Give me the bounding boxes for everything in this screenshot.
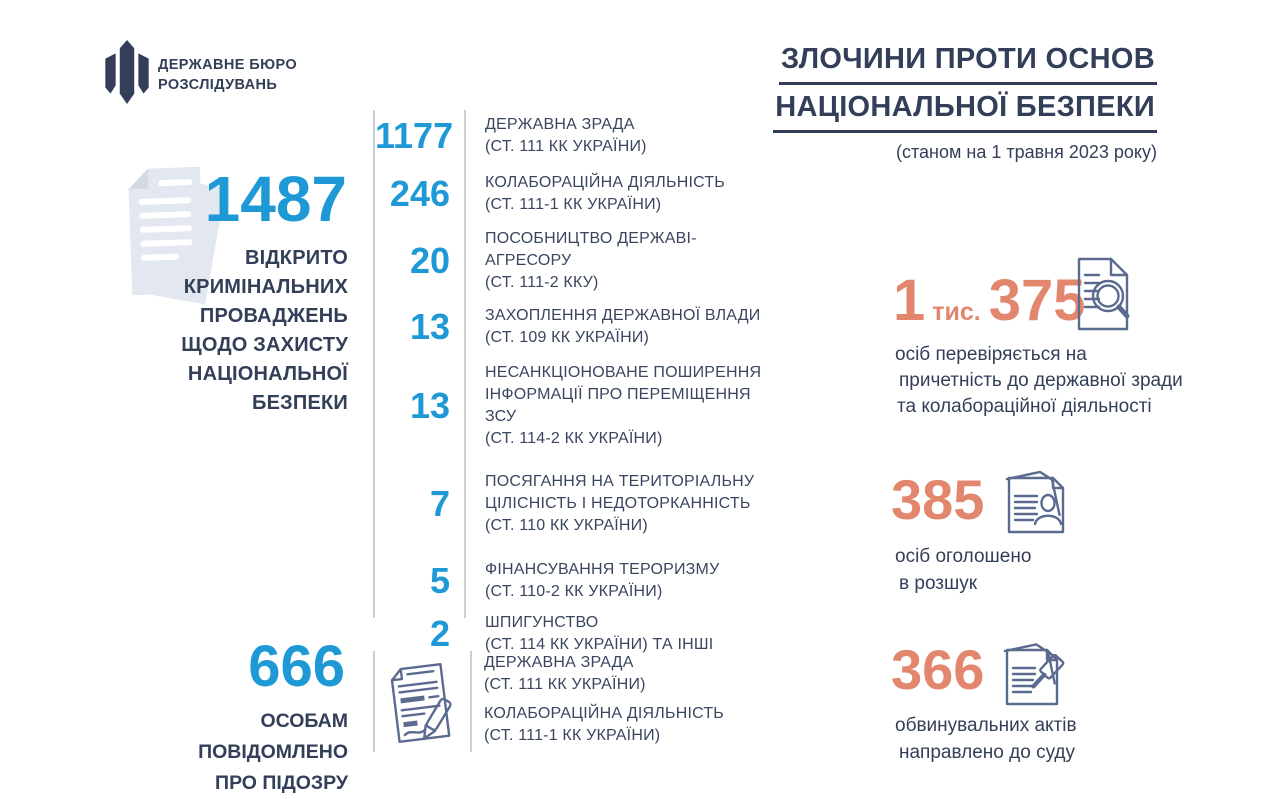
case-label-line: (СТ. 110 КК УКРАЇНИ)	[485, 517, 648, 534]
label-line: НАЦІОНАЛЬНОЇ	[187, 363, 348, 385]
document-gavel-icon	[997, 628, 1071, 711]
case-label-line: (СТ. 114 КК УКРАЇНИ) ТА ІНШІ	[485, 636, 714, 653]
case-label-line: НЕСАНКЦІОНОВАНЕ ПОШИРЕННЯ	[485, 364, 762, 381]
case-label-line: (СТ. 111 КК УКРАЇНИ)	[485, 138, 647, 155]
case-row-aiding-aggressor	[375, 228, 773, 294]
case-row-terrorism-financing	[375, 559, 773, 603]
case-value: 246	[389, 173, 450, 214]
label-line: ПРО ПІДОЗРУ	[215, 772, 348, 794]
case-value: 7	[429, 483, 450, 524]
brand-name-line2: РОЗСЛІДУВАНЬ	[158, 76, 278, 93]
desc-line: та колабораційної діяльності	[897, 396, 1152, 417]
case-label	[464, 471, 754, 537]
case-label	[464, 114, 647, 158]
trident-bars-icon	[103, 40, 151, 104]
case-label-line: КОЛАБОРАЦІЙНА ДІЯЛЬНІСТЬ	[485, 174, 726, 191]
case-value: 5	[429, 560, 450, 601]
case-label	[464, 305, 760, 349]
case-value: 1177	[375, 115, 454, 156]
total-proceedings-label	[113, 244, 348, 418]
case-label-line: ІНФОРМАЦІЇ ПРО ПЕРЕМІЩЕННЯ ЗСУ	[485, 386, 751, 425]
brand-logo	[103, 40, 151, 104]
label-line: ПРОВАДЖЕНЬ	[199, 305, 348, 327]
article-line: КОЛАБОРАЦІЙНА ДІЯЛЬНІСТЬ	[484, 705, 725, 722]
desc-line: осіб перевіряється на	[895, 344, 1087, 365]
documents-person-icon	[997, 456, 1075, 539]
article-line: (СТ. 111 КК УКРАЇНИ)	[484, 676, 646, 693]
case-row-treason	[375, 114, 773, 158]
suspicion-label	[113, 706, 348, 799]
label-line: ЩОДО ЗАХИСТУ	[181, 334, 348, 356]
case-label-line: ПОСОБНИЦТВО ДЕРЖАВІ-АГРЕСОРУ	[485, 230, 697, 269]
page-title-line2: НАЦІОНАЛЬНОЇ БЕЗПЕКИ	[773, 91, 1157, 133]
checked-prefix: 1	[893, 268, 926, 333]
label-line: ОСОБАМ ПОВІДОМЛЕНО	[198, 710, 348, 763]
brand-name	[158, 56, 297, 95]
divider	[470, 651, 472, 752]
brand-name-line1: ДЕРЖАВНЕ БЮРО	[158, 57, 298, 73]
page-title-line1: ЗЛОЧИНИ ПРОТИ ОСНОВ	[779, 43, 1157, 85]
suspicion-value: 666	[248, 634, 345, 699]
case-row-collaboration	[375, 172, 773, 216]
case-label-line: (СТ. 110-2 КК УКРАЇНИ)	[485, 583, 663, 600]
article-line: (СТ. 111-1 КК УКРАЇНИ)	[484, 727, 661, 744]
case-value: 13	[409, 306, 450, 347]
case-label-line: ЦІЛІСНІСТЬ І НЕДОТОРКАННІСТЬ	[485, 495, 751, 512]
indicted-value: 366	[891, 638, 985, 701]
case-label-line: (СТ. 111-2 ККУ)	[485, 274, 599, 291]
page-title	[773, 43, 1157, 163]
desc-line: обвинувальних актів	[895, 715, 1077, 736]
case-row-seizure-of-power	[375, 305, 773, 349]
label-line: КРИМІНАЛЬНИХ	[183, 276, 348, 298]
cases-breakdown-list	[373, 110, 773, 654]
case-label-line: (СТ. 111-1 КК УКРАЇНИ)	[485, 196, 662, 213]
case-row-unauthorized-info	[375, 362, 773, 450]
case-label	[464, 559, 719, 603]
suspicion-articles-list	[484, 652, 724, 754]
case-label-line: ЗАХОПЛЕННЯ ДЕРЖАВНОЇ ВЛАДИ	[485, 307, 761, 324]
case-value: 13	[409, 385, 450, 426]
total-proceedings-value: 1487	[204, 163, 347, 235]
case-label	[464, 362, 773, 450]
indicted-description	[895, 712, 1077, 766]
checked-unit: тис.	[932, 298, 981, 326]
checked-value	[893, 268, 1086, 333]
case-label	[464, 228, 773, 294]
document-signature-icon	[381, 657, 459, 754]
case-label-line: (СТ. 109 КК УКРАЇНИ)	[485, 329, 650, 346]
document-magnifier-icon	[1071, 256, 1133, 337]
case-row-espionage	[375, 612, 773, 656]
label-line: БЕЗПЕКИ	[252, 392, 348, 414]
case-label-line: ФІНАНСУВАННЯ ТЕРОРИЗМУ	[485, 561, 720, 578]
case-row-territorial-integrity	[375, 471, 773, 537]
case-label	[464, 172, 725, 216]
case-label	[464, 612, 713, 656]
case-value: 20	[409, 240, 450, 281]
case-value: 2	[429, 613, 450, 654]
case-label-line: ШПИГУНСТВО	[485, 614, 599, 631]
case-label-line: (СТ. 114-2 КК УКРАЇНИ)	[485, 430, 663, 447]
case-label-line: ДЕРЖАВНА ЗРАДА	[485, 116, 635, 133]
divider	[373, 651, 375, 752]
desc-line: в розшук	[899, 573, 978, 594]
label-line: ВІДКРИТО	[244, 247, 348, 269]
article-line: ДЕРЖАВНА ЗРАДА	[484, 654, 634, 671]
wanted-value: 385	[891, 468, 985, 531]
case-label-line: ПОСЯГАННЯ НА ТЕРИТОРІАЛЬНУ	[485, 473, 755, 490]
wanted-description	[895, 543, 1031, 597]
desc-line: направлено до суду	[899, 742, 1076, 763]
desc-line: осіб оголошено	[895, 546, 1032, 567]
page-subtitle: (станом на 1 травня 2023 року)	[896, 142, 1157, 162]
checked-description	[895, 342, 1183, 420]
checked-number: 375	[988, 268, 1086, 333]
suspicion-article-collaboration	[484, 703, 724, 747]
desc-line: причетність до державної зради	[899, 370, 1183, 391]
suspicion-article-treason	[484, 652, 724, 696]
